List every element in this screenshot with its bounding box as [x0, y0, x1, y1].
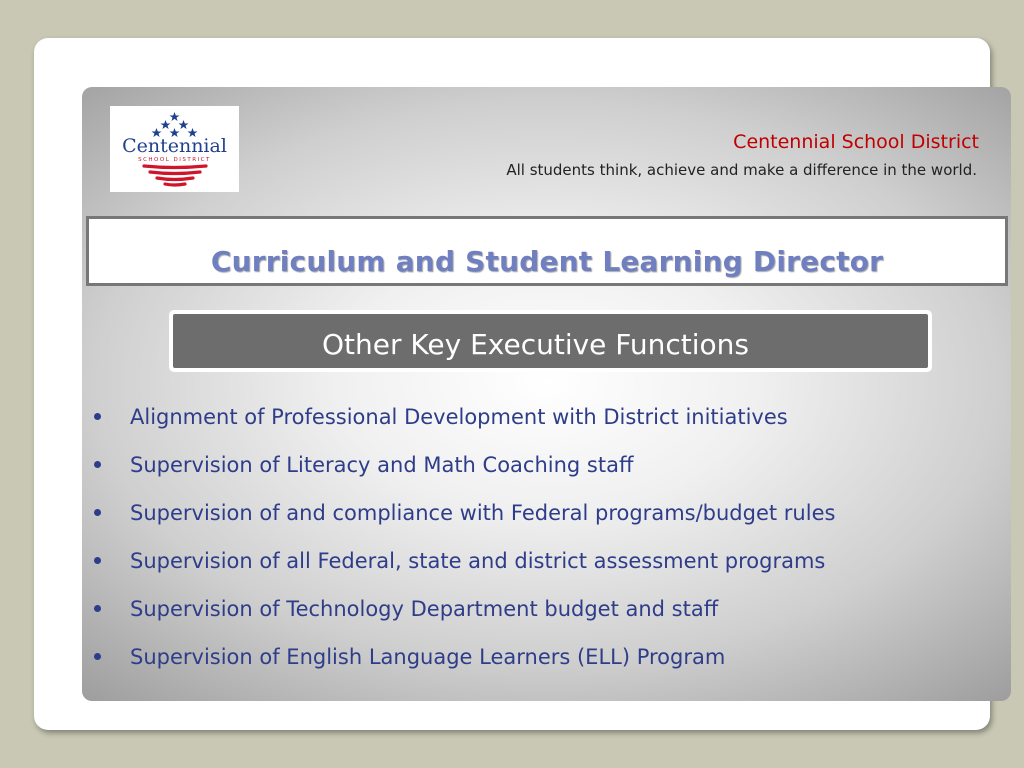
bullet-text: Supervision of English Language Learners (ELL) Program [130, 645, 726, 669]
svg-text:SCHOOL DISTRICT: SCHOOL DISTRICT [138, 157, 211, 163]
bullet-list [94, 405, 835, 693]
district-logo [110, 106, 239, 192]
bullet-text: Supervision of all Federal, state and district assessment programs [130, 549, 826, 573]
section-heading: Other Key Executive Functions [322, 328, 749, 361]
district-name: Centennial School District [733, 131, 979, 153]
bullet-text: Supervision of Literacy and Math Coaching staff [130, 453, 634, 477]
bullet-item [94, 597, 835, 645]
section-heading-box [169, 310, 932, 372]
bullet-dot-icon [94, 605, 101, 612]
bullet-dot-icon [94, 509, 101, 516]
stars-and-stripes-logo-icon [110, 106, 239, 192]
bullet-item [94, 405, 835, 453]
svg-text:Centennial: Centennial [122, 135, 227, 157]
bullet-text: Alignment of Professional Development with District initiatives [130, 405, 788, 429]
bullet-dot-icon [94, 653, 101, 660]
bullet-item [94, 453, 835, 501]
bullet-text: Supervision of and compliance with Federal programs/budget rules [130, 501, 836, 525]
bullet-item [94, 645, 835, 693]
slide-panel [82, 87, 1011, 701]
slide-title: Curriculum and Student Learning Director [210, 245, 884, 278]
bullet-dot-icon [94, 557, 101, 564]
bullet-dot-icon [94, 461, 101, 468]
slide-page [34, 38, 990, 730]
bullet-text: Supervision of Technology Department budget and staff [130, 597, 719, 621]
bullet-dot-icon [94, 413, 101, 420]
district-tagline: All students think, achieve and make a difference in the world. [506, 161, 977, 179]
bullet-item [94, 549, 835, 597]
bullet-item [94, 501, 835, 549]
title-box [86, 216, 1008, 286]
section-heading-panel [173, 314, 928, 368]
